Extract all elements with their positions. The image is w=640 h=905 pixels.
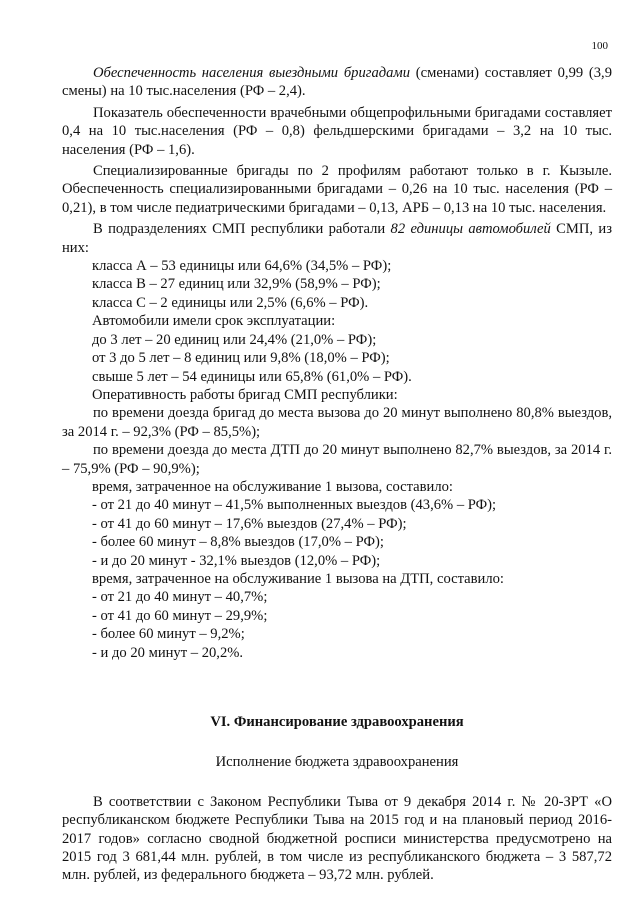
- list-item: - от 41 до 60 минут – 17,6% выездов (27,4% – РФ);: [92, 515, 407, 532]
- list-item: - и до 20 минут – 20,2%.: [92, 644, 244, 661]
- list-item: - от 41 до 60 минут – 29,9%;: [92, 607, 268, 624]
- list-item: - более 60 минут – 9,2%;: [92, 626, 245, 643]
- list-item: свыше 5 лет – 54 единицы или 65,8% (61,0% – РФ).: [92, 368, 412, 385]
- service-time-heading: время, затраченное на обслуживание 1 вызова, составило:: [92, 478, 453, 495]
- service-time-list: [62, 496, 612, 570]
- list-item: класса А – 53 единицы или 64,6% (34,5% – РФ);: [92, 258, 392, 275]
- paragraph-specialized-brigades: Специализированные бригады по 2 профилям работают только в г. Кызыле. Обеспеченность специализированными бригадами – 0,26 на 10 тыс. населения (РФ – 0,21), в том числе педиатрическими бригадами – 0,13, АРБ – 0,13 на 10 тыс. населения.: [62, 163, 612, 216]
- service-life-list: [62, 331, 612, 386]
- italic-phrase: Обеспеченность населения выездными бригадами: [93, 65, 411, 81]
- list-item: класса В – 27 единиц или 32,9% (58,9% – РФ);: [92, 276, 381, 293]
- italic-phrase: 82 единицы автомобилей: [390, 221, 551, 238]
- accident-time-heading: время, затраченное на обслуживание 1 вызова на ДТП, составило:: [92, 570, 504, 587]
- paragraph-text: СМП, из них:: [62, 221, 612, 256]
- page-number: 100: [591, 40, 608, 52]
- paragraph-arrival-time: по времени доезда бригад до места вызова до 20 минут выполнено 80,8% выездов, за 2014 г. – 92,3% (РФ – 85,5%);: [62, 405, 612, 440]
- service-life-heading: Автомобили имели срок эксплуатации:: [92, 313, 336, 330]
- list-item: - от 21 до 40 минут – 41,5% выполненных выездов (43,6% – РФ);: [92, 497, 497, 514]
- section-title: VI. Финансирование здравоохранения: [210, 714, 464, 730]
- paragraph-accident-arrival-time: по времени доезда до места ДТП до 20 минут выполнено 82,7% выездов, за 2014 г. – 75,9% (РФ – 90,9%);: [62, 442, 612, 477]
- list-item: класса С – 2 единицы или 2,5% (6,6% – РФ).: [92, 294, 369, 311]
- list-item: - и до 20 минут - 32,1% выездов (12,0% – РФ);: [92, 552, 381, 569]
- paragraph-text: В подразделениях СМП республики работали: [93, 221, 391, 238]
- vehicle-class-list: [62, 257, 612, 312]
- efficiency-heading: Оперативность работы бригад СМП республики:: [92, 386, 398, 403]
- list-item: - от 21 до 40 минут – 40,7%;: [92, 589, 268, 606]
- document-body: [62, 64, 612, 885]
- paragraph-text: (сменами) составляет 0,99 (3,9 смены) на 10 тыс.населения (РФ – 2,4).: [62, 65, 612, 100]
- list-item: до 3 лет – 20 единиц или 24,4% (21,0% – РФ);: [92, 331, 377, 348]
- paragraph-general-brigades: Показатель обеспеченности врачебными общепрофильными бригадами составляет 0,4 на 10 тыс.населения (РФ – 0,8) фельдшерскими бригадами – 3,2 на 10 тыс. населения (РФ – 1,6).: [62, 104, 612, 158]
- list-item: от 3 до 5 лет – 8 единиц или 9,8% (18,0% – РФ);: [92, 350, 390, 367]
- paragraph-vehicles: [62, 220, 612, 257]
- section-subtitle: Исполнение бюджета здравоохранения: [215, 754, 459, 771]
- list-item: - более 60 минут – 8,8% выездов (17,0% – РФ);: [92, 534, 384, 551]
- paragraph-brigade-coverage: [62, 64, 612, 101]
- paragraph-budget: В соответствии с Законом Республики Тыва от 9 декабря 2014 г. № 20-ЗРТ «О республиканском бюджете Республики Тыва на 2015 год и на плановый период 2016-2017 годов» согласно сводной бюджетной росписи министерства предусмотрено на 2015 год 3 681,44 млн. рублей, в том числе из республиканского бюджета – 3 587,72 млн. рублей, из федерального бюджета – 93,72 млн. рублей.: [62, 793, 612, 884]
- accident-time-list: [62, 588, 612, 662]
